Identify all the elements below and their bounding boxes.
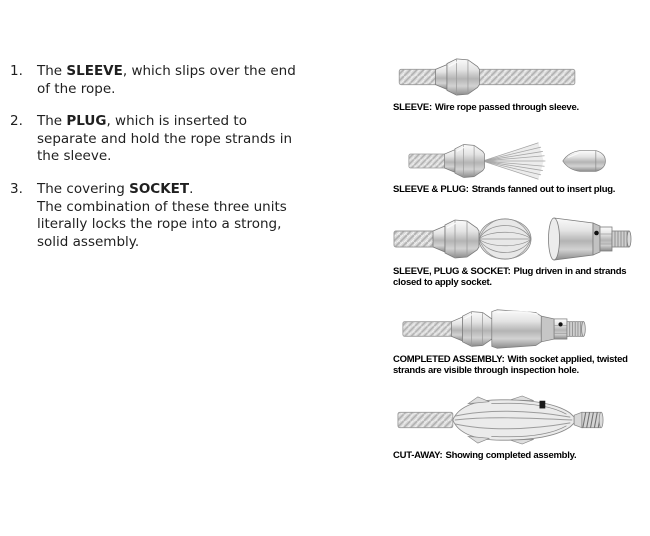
wire-rope [399,69,575,84]
cut-away-shell [453,396,574,444]
step-number: 2. [10,113,23,129]
text-segment: , which slips over the end [122,63,296,79]
cut-away-notch [540,401,546,409]
list-item-socket [10,181,365,251]
step-line: of the rope. [37,80,116,97]
figure-caption [393,355,645,376]
sleeve-plug-socket-figure-illustration [393,214,638,264]
figure-caption [393,103,645,114]
caption-text: Plug driven in and strands closed to apply socket. [393,266,627,288]
figure-sleeve-plug-socket [393,214,645,288]
step-line [37,63,365,81]
text-segment: The [37,113,67,129]
text-segment: The covering [37,181,130,197]
figure-sleeve [393,56,645,114]
caption-label: CUT-AWAY: [393,450,443,461]
text-segment: The [37,63,67,79]
caption-label: SLEEVE: [393,102,432,113]
term-socket: SOCKET [129,181,190,197]
figure-caption [393,267,645,288]
figure-completed-assembly [393,307,645,376]
caption-label: SLEEVE & PLUG: [393,184,469,195]
caption-text: With socket applied, twisted strands are visible through inspection hole. [393,354,628,376]
inspection-hole [558,322,562,326]
term-plug: PLUG [66,113,107,129]
list-item-sleeve [10,63,365,98]
step-number: 3. [10,181,23,197]
sleeve [436,59,480,95]
inspection-hole [594,231,599,236]
text-segment: , which is inserted to [106,113,247,129]
caption-label: SLEEVE, PLUG & SOCKET: [393,266,511,277]
caption-text: Showing completed assembly. [445,450,577,461]
step-line [37,181,365,199]
caption-label: COMPLETED ASSEMBLY: [393,354,505,365]
step-text [37,113,365,166]
step-line: literally locks the rope into a strong, [37,216,282,232]
socket [492,310,586,349]
threaded-stud [567,322,585,337]
step-line: the sleeve. [37,148,112,164]
wire-rope [398,412,453,427]
wire-rope [394,231,439,247]
figure-caption [393,185,645,196]
step-line: solid assembly. [37,233,140,250]
text-segment: . [189,181,194,197]
plug [563,151,606,172]
sleeve-figure-illustration [393,56,583,98]
sleeve [445,144,485,177]
caption-text: Strands fanned out to insert plug. [471,184,616,195]
step-text [37,63,365,98]
step-line: The combination of these three units [37,198,287,215]
fanned-strands [483,143,546,180]
threaded-stud [574,412,603,427]
sleeve [433,220,479,258]
step-text [37,181,365,251]
cut-away-figure-illustration [393,394,608,446]
figure-cut-away [393,394,645,462]
figure-sleeve-and-plug [393,141,645,196]
step-line [37,113,365,131]
step-number: 1. [10,63,23,79]
threaded-stud [612,231,631,247]
list-item-plug [10,113,365,166]
wire-rope [403,322,453,337]
socket [549,218,632,260]
step-line: separate and hold the rope strands in [37,130,293,147]
sleeve [451,312,493,347]
term-sleeve: SLEEVE [66,63,123,79]
sleeve-and-plug-figure-illustration [393,141,623,181]
caption-text: Wire rope passed through sleeve. [434,102,579,113]
completed-assembly-figure-illustration [393,307,608,351]
strand-bulb [479,219,531,260]
figure-caption [393,451,645,462]
